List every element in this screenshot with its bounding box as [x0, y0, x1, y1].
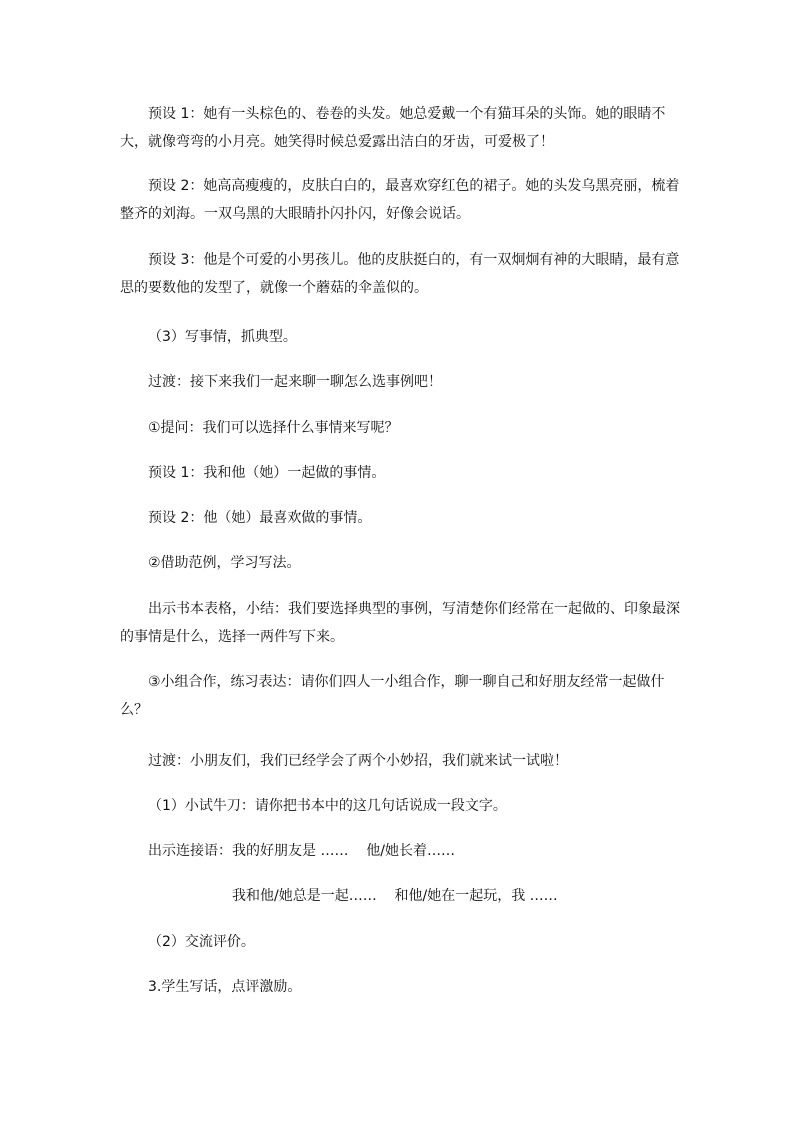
paragraph-text: 预设 2：她高高瘦瘦的，皮肤白白的，最喜欢穿红色的裙子。她的头发乌黑亮丽，梳着整齐的刘海。一双乌黑的大眼睛扑闪扑闪，好像会说话。: [120, 178, 680, 222]
paragraph-preset-2: [120, 172, 680, 228]
section-heading-events: （3）写事情，抓典型。: [148, 329, 297, 345]
example-line: ②借助范例，学习写法。: [148, 555, 301, 571]
answer-preset-1: 预设 1：我和他（她）一起做的事情。: [148, 465, 386, 481]
paragraph-text: 预设 1：她有一头棕色的、卷卷的头发。她总爱戴一个有猫耳朵的头饰。她的眼睛不大，就像弯弯的小月亮。她笑得时候总爱露出洁白的牙齿，可爱极了！: [120, 106, 666, 150]
connector-line-2: 我和他/她总是一起…… 和他/她在一起玩，我 ……: [232, 888, 558, 904]
transition-line-2: 过渡：小朋友们，我们已经学会了两个小妙招，我们就来试一试啦！: [148, 753, 568, 769]
question-line: ①提问：我们可以选择什么事情来写呢？: [148, 420, 399, 436]
paragraph-text: 出示书本表格，小结：我们要选择典型的事例，写清楚你们经常在一起做的、印象最深的事情是什么，选择一两件写下来。: [120, 601, 680, 645]
answer-preset-2: 预设 2：他（她）最喜欢做的事情。: [148, 510, 372, 526]
practice-line: （1）小试牛刀：请你把书本中的这几句话说成一段文字。: [148, 798, 507, 814]
paragraph-text: ③小组合作，练习表达：请你们四人一小组合作，聊一聊自己和好朋友经常一起做什么？: [120, 674, 665, 718]
paragraph-preset-3: [120, 246, 680, 302]
paragraph-summary: [120, 595, 680, 651]
paragraph-text: 预设 3：他是个可爱的小男孩儿。他的皮肤挺白的，有一双炯炯有神的大眼睛，最有意思的要数他的发型了，就像一个蘑菇的伞盖似的。: [120, 252, 680, 296]
paragraph-group-work: [120, 668, 680, 724]
transition-line-1: 过渡：接下来我们一起来聊一聊怎么选事例吧！: [148, 374, 442, 390]
connector-line-1: 出示连接语：我的好朋友是 …… 他/她长着……: [148, 843, 455, 859]
paragraph-preset-1: [120, 100, 680, 156]
writing-line: 3.学生写话，点评激励。: [148, 979, 302, 995]
evaluation-line: （2）交流评价。: [148, 934, 255, 950]
